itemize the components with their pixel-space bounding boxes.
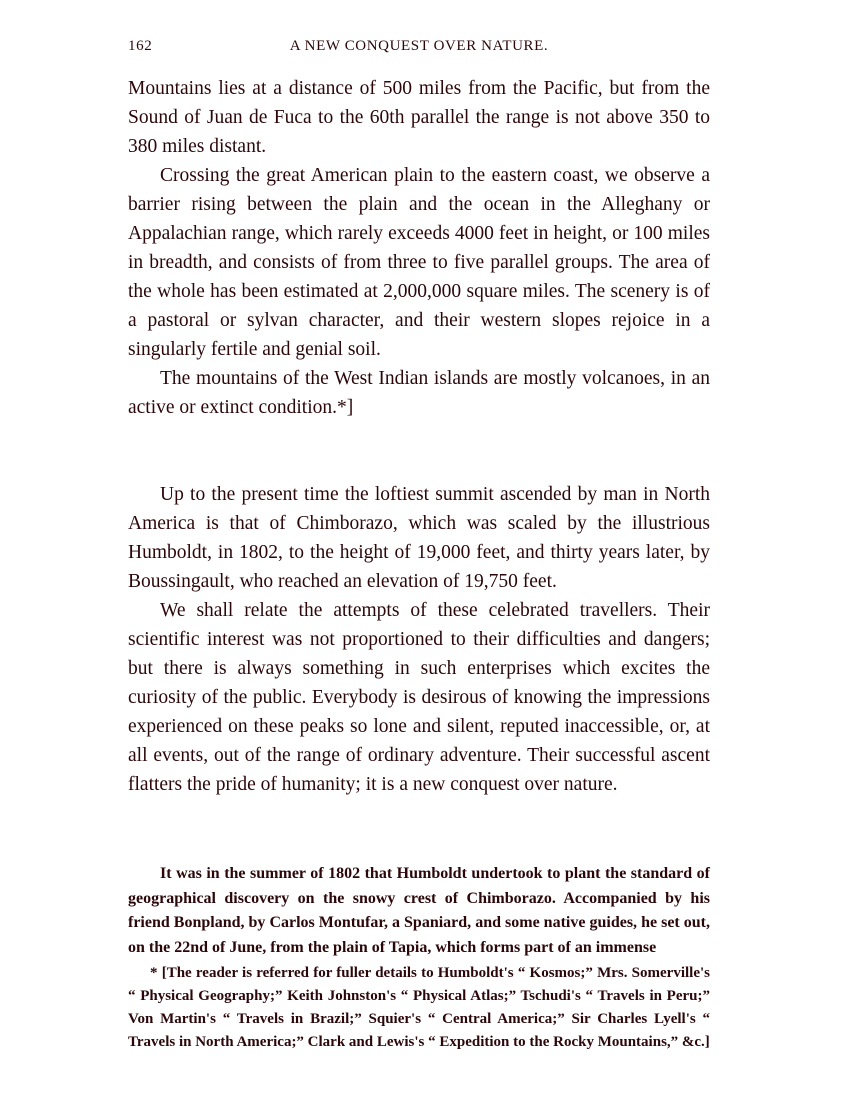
paragraph-chimborazo: Up to the present time the loftiest summit ascended by man in North America is that of Chimborazo, which was scaled by the illustrious Humboldt, in 1802, to the height of 19,000 feet, and thirty years later, by Boussingault, who reached an elevation of 19,750 feet.	[128, 484, 710, 592]
running-head	[128, 38, 710, 60]
running-title: A NEW CONQUEST OVER NATURE.	[289, 38, 549, 54]
small-print-text	[128, 862, 710, 960]
paragraph-humboldt-ascent: It was in the summer of 1802 that Humboldt undertook to plant the standard of geographical discovery on the snowy crest of Chimborazo. Accompanied by his friend Bonpland, by Carlos Montufar, a Spaniard, and some native guides, he set out, on the 22nd of June, from the plain of Tapia, which forms part of an immense	[128, 865, 710, 956]
paragraph-travellers: We shall relate the attempts of these celebrated travellers. Their scientific interest was not proportioned to their difficulties and dangers; but there is always something in such enterprises which excites the curiosity of the public. Everybody is desirous of knowing the impressions experienced on these peaks so lone and silent, reputed inaccessible, or, at all events, out of the range of ordinary adventure. Their successful ascent flatters the pride of humanity; it is a new conquest over nature.	[128, 600, 710, 795]
body-text-upper	[128, 74, 710, 422]
paragraph-appalachian: Crossing the great American plain to the eastern coast, we observe a barrier rising between the plain and the ocean in the Alleghany or Appalachian range, which rarely exceeds 4000 feet in height, or 100 miles in breadth, and consists of from three to five parallel groups. The area of the whole has been estimated at 2,000,000 square miles. The scenery is of a pastoral or sylvan character, and their western slopes rejoice in a singularly fertile and genial soil.	[128, 165, 710, 360]
body-text-lower	[128, 480, 710, 799]
page-number: 162	[128, 38, 153, 54]
footnote	[128, 962, 710, 1054]
paragraph-rocky-mountains: Mountains lies at a distance of 500 miles from the Pacific, but from the Sound of Juan de Fuca to the 60th parallel the range is not above 350 to 380 miles distant.	[128, 78, 710, 157]
footnote-text: * [The reader is referred for fuller details to Humboldt's “ Kosmos;” Mrs. Somerville's “ Physical Geography;” Keith Johnston's “ Physical Atlas;” Tschudi's “ Travels in Peru;” Von Martin's “ Travels in Brazil;” Squier's “ Central America;” Sir Charles Lyell's “ Travels in North America;” Clark and Lewis's “ Expedition to the Rocky Mountains,” &c.]	[128, 965, 710, 1050]
paragraph-west-indies: The mountains of the West Indian islands are mostly volcanoes, in an active or extinct condition.*]	[128, 368, 710, 418]
